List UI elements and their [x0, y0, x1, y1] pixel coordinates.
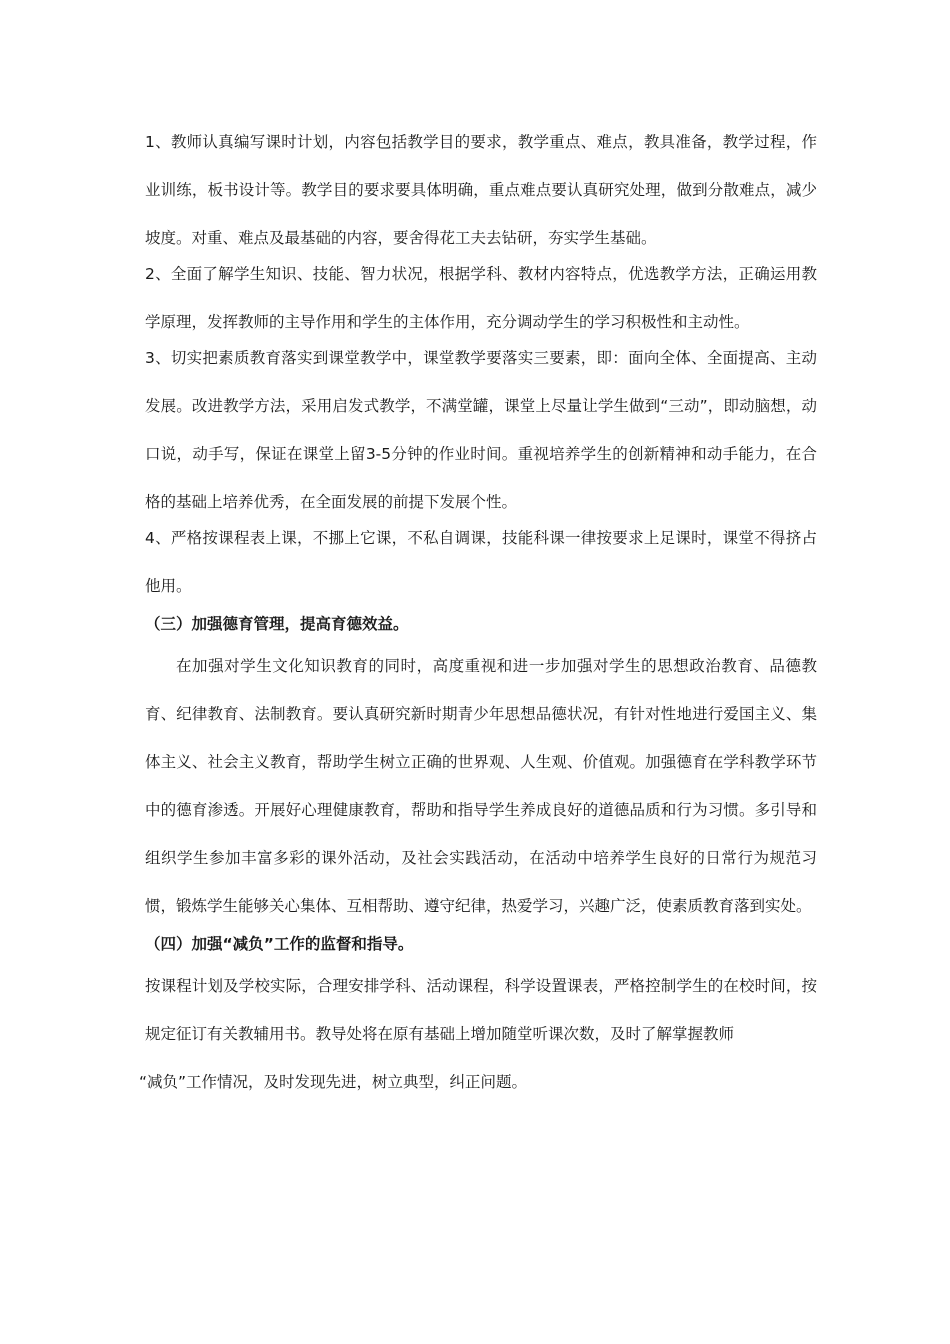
list-item-1: 1、教师认真编写课时计划，内容包括教学目的要求，教学重点、难点，教具准备，教学过程，作业训练，板书设计等。教学目的要求要具体明确，重点难点要认真研究处理，做到分散难点，减少坡度。对重、难点及最基础的内容，要舍得花工夫去钻研，夯实学生基础。: [145, 133, 817, 247]
section-paragraph-4-tail: “减负”工作情况，及时发现先进，树立典型，纠正问题。: [139, 1073, 528, 1091]
list-item-2: 2、全面了解学生知识、技能、智力状况，根据学科、教材内容特点，优选教学方法，正确运用教学原理，发挥教师的主导作用和学生的主体作用，充分调动学生的学习积极性和主动性。: [145, 265, 817, 331]
section-paragraph-4-main: 按课程计划及学校实际，合理安排学科、活动课程，科学设置课表，严格控制学生的在校时间，按规定征订有关教辅用书。教导处将在原有基础上增加随堂听课次数，及时了解掌握教师: [145, 977, 817, 1043]
section-heading-4: （四）加强“减负”工作的监督和指导。: [145, 935, 414, 953]
list-item-3: 3、切实把素质教育落实到课堂教学中，课堂教学要落实三要素，即：面向全体、全面提高、主动发展。改进教学方法，采用启发式教学，不满堂罐，课堂上尽量让学生做到“三动”，即动脑想，动口说，动手写，保证在课堂上留3-5分钟的作业时间。重视培养学生的创新精神和动手能力，在合格的基础上培养优秀，在全面发展的前提下发展个性。: [145, 349, 817, 511]
section-paragraph-4: [139, 962, 817, 1106]
section-paragraph-3: 在加强对学生文化知识教育的同时，高度重视和进一步加强对学生的思想政治教育、品德教育、纪律教育、法制教育。要认真研究新时期青少年思想品德状况，有针对性地进行爱国主义、集体主义、社会主义教育，帮助学生树立正确的世界观、人生观、价值观。加强德育在学科教学环节中的德育渗透。开展好心理健康教育，帮助和指导学生养成良好的道德品质和行为习惯。多引导和组织学生参加丰富多彩的课外活动，及社会实践活动，在活动中培养学生良好的日常行为规范习惯，锻炼学生能够关心集体、互相帮助、遵守纪律，热爱学习，兴趣广泛，使素质教育落到实处。: [145, 657, 817, 915]
list-item-4: 4、严格按课程表上课，不挪上它课，不私自调课，技能科课一律按要求上足课时，课堂不得挤占他用。: [145, 529, 817, 595]
section-heading-3: （三）加强德育管理，提高育德效益。: [145, 615, 409, 633]
document-body: [139, 118, 817, 1106]
